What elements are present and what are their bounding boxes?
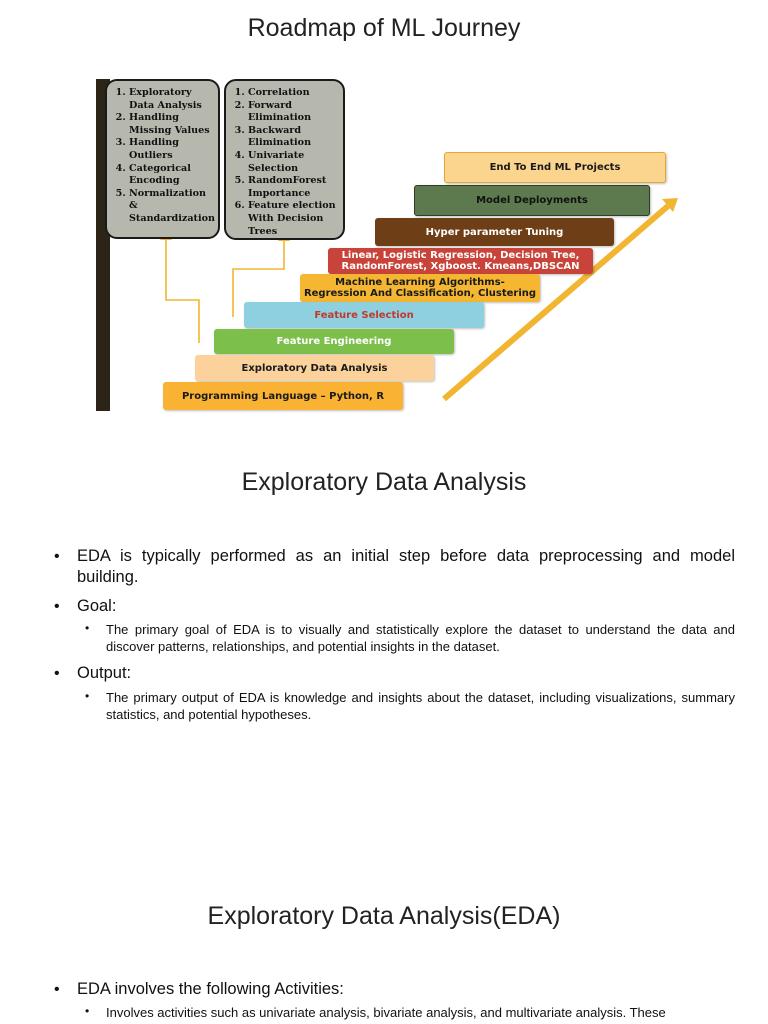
output-text-bullet: • The primary output of EDA is knowledge and insights about the dataset, including visualizations, summary statistics, and potential hypotheses.	[85, 689, 735, 722]
step-feature-engineering: Feature Engineering	[214, 329, 454, 354]
goal-bullet: • Goal:	[54, 597, 117, 615]
feature-selection-step: 1. Correlation	[248, 87, 339, 100]
eda-step: 5. Normalization & Standardization	[129, 188, 214, 226]
goal-text-bullet: • The primary goal of EDA is to visually and statistically explore the dataset to understand the data and discover patterns, relationships, and potential insights in the dataset.	[85, 621, 735, 654]
eda-section-title: Exploratory Data Analysis	[241, 468, 527, 496]
feature-selection-step: 5. RandomForest Importance	[248, 175, 339, 200]
step-feature-selection: Feature Selection	[244, 302, 484, 328]
output-bullet: • Output:	[54, 664, 132, 682]
eda-step: 3. Handling Outliers	[129, 137, 214, 162]
step-hyperparameter-tuning: Hyper parameter Tuning	[375, 218, 614, 246]
eda-step: 2. Handling Missing Values	[129, 112, 214, 137]
feature-selection-box	[224, 79, 345, 240]
step-model-deployments: Model Deployments	[414, 185, 650, 216]
step-algorithms: Linear, Logistic Regression, Decision Tree, RandomForest, Xgboost. Kmeans,DBSCAN	[328, 248, 593, 274]
eda-activities-title: Exploratory Data Analysis(EDA)	[207, 902, 561, 930]
feature-selection-step: 3. Backward Elimination	[248, 125, 339, 150]
step-end-to-end-projects: End To End ML Projects	[444, 152, 666, 183]
roadmap-title: Roadmap of ML Journey	[247, 14, 521, 42]
eda-steps-box	[105, 79, 220, 239]
feature-selection-step: 2. Forward Elimination	[248, 100, 339, 125]
activities-sub-bullet: • Involves activities such as univariate analysis, bivariate analysis, and multivariate analysis. These	[85, 1004, 666, 1020]
eda-step: 1. Exploratory Data Analysis	[129, 87, 214, 112]
step-ml-algorithms: Machine Learning Algorithms- Regression And Classification, Clustering	[300, 274, 540, 302]
step-programming-language: Programming Language – Python, R	[163, 382, 403, 410]
roadmap-figure	[96, 79, 697, 411]
step-eda: Exploratory Data Analysis	[195, 355, 434, 381]
eda-step: 4. Categorical Encoding	[129, 163, 214, 188]
activities-bullet: • EDA involves the following Activities:	[54, 980, 344, 998]
eda-initial-step-bullet: • EDA is typically performed as an initial step before data preprocessing and model building.	[54, 547, 735, 586]
feature-selection-step: 4. Univariate Selection	[248, 150, 339, 175]
feature-selection-step: 6. Feature election With Decision Trees	[248, 200, 339, 238]
